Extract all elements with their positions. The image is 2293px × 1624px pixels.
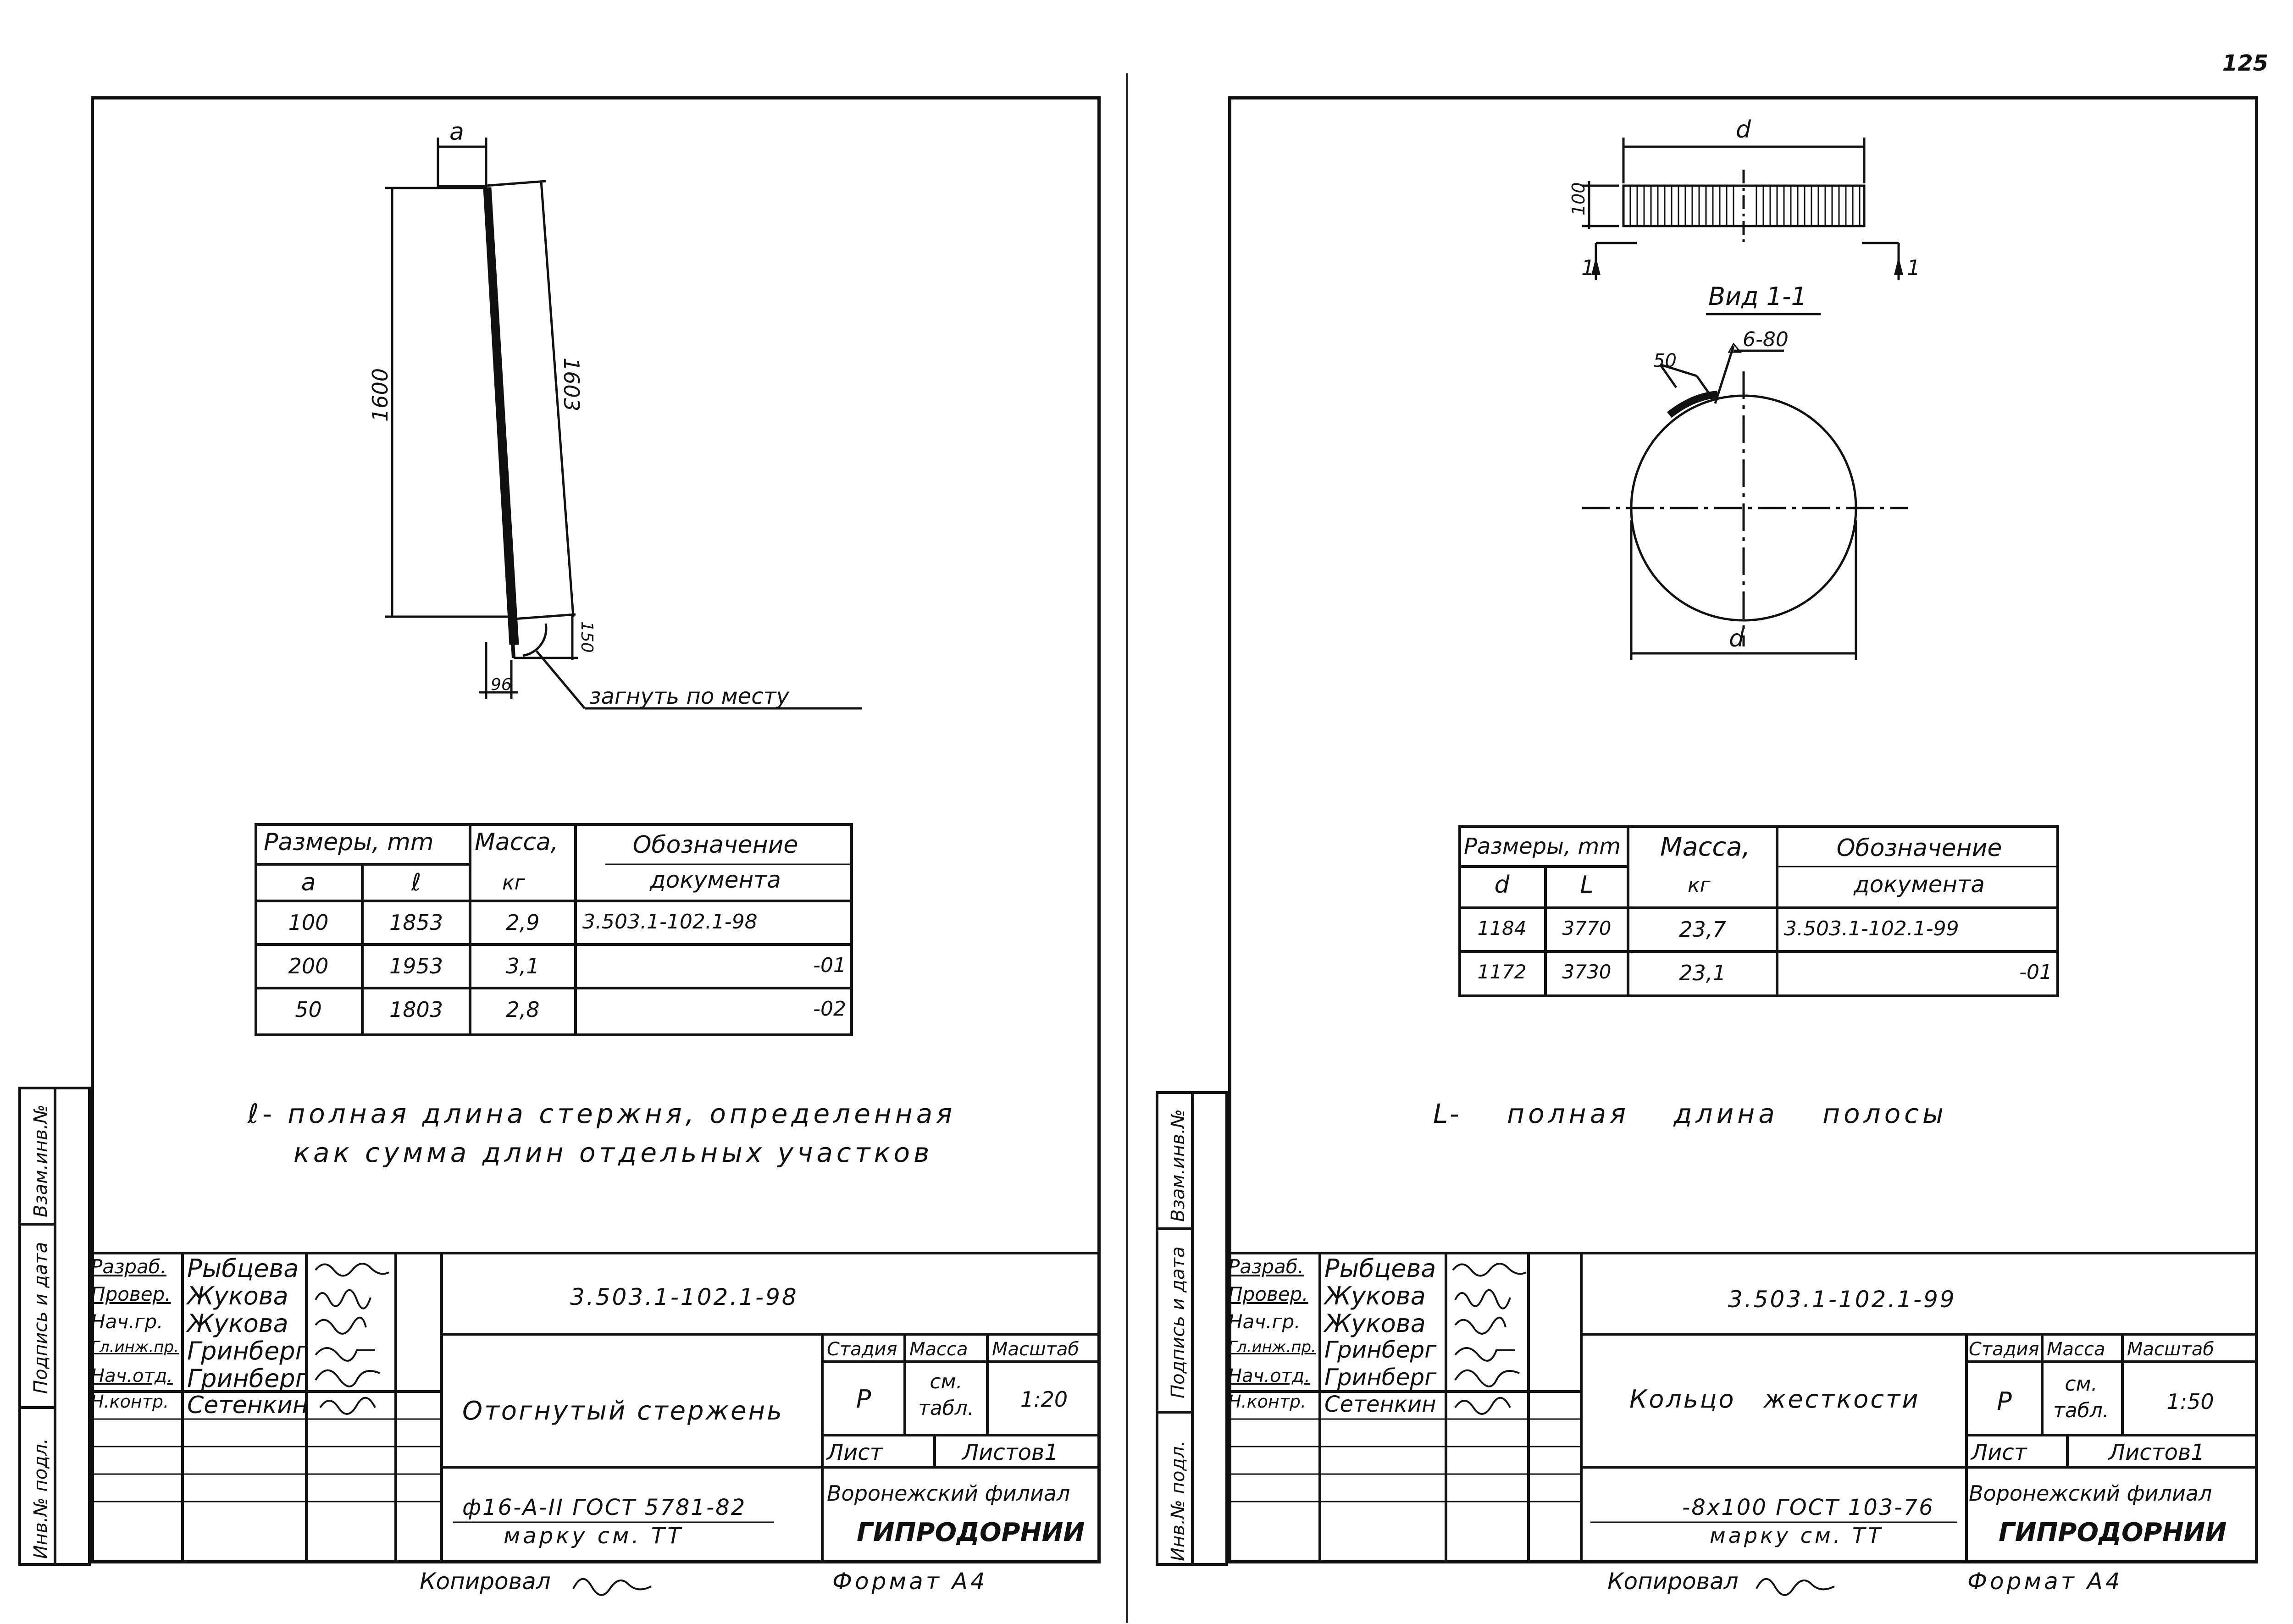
left-spec-table <box>255 823 853 1036</box>
stamp-h-mass: Масса <box>2047 1339 2105 1360</box>
right-th-doc2: документа <box>1854 871 1985 898</box>
right-cell-m: 23,1 <box>1679 961 1726 985</box>
left-th-a: a <box>301 869 316 896</box>
stamp-role: Нач.гр. <box>91 1310 163 1333</box>
stamp-name: Рыбцева <box>187 1254 299 1283</box>
signatures <box>306 1256 398 1421</box>
right-title-block <box>1228 1252 2258 1563</box>
stamp-sheet: Лист <box>827 1440 883 1465</box>
stamp-sheets: Листов1 <box>962 1440 1058 1465</box>
copier-signature <box>569 1566 660 1602</box>
stamp-title: Отогнутый стержень <box>462 1396 784 1426</box>
right-format: Формат А4 <box>1967 1568 2123 1595</box>
left-cell-a: 200 <box>288 954 329 978</box>
stamp-org2: ГИПРОДОРНИИ <box>1999 1518 2227 1547</box>
stamp-role: Гл.инж.пр. <box>91 1338 179 1356</box>
left-th-mass: Масса, <box>475 829 559 856</box>
left-cell-l: 1853 <box>389 910 443 935</box>
copier-signature <box>1752 1566 1844 1602</box>
stamp-role: Провер. <box>91 1283 171 1305</box>
stamp-org2: ГИПРОДОРНИИ <box>857 1518 1085 1547</box>
right-cell-m: 23,7 <box>1679 917 1726 942</box>
right-th-l: L <box>1580 871 1594 899</box>
right-th-doc: Обозначение <box>1836 834 2002 862</box>
stamp-code: 3.503.1-102.1-98 <box>570 1284 798 1310</box>
left-cell-doc: -02 <box>813 997 846 1021</box>
stamp-role: Разраб. <box>91 1255 167 1278</box>
stamp-scale: 1:20 <box>1020 1387 1068 1412</box>
left-binding-strip <box>18 1087 91 1566</box>
side-label-sign: Подпись и дата <box>30 1242 51 1394</box>
left-cell-a: 100 <box>288 910 329 935</box>
right-th-d: d <box>1494 871 1510 899</box>
left-th-sizes: Размеры, mm <box>264 829 434 856</box>
left-cell-doc: -01 <box>813 954 846 977</box>
right-binding-strip <box>1156 1091 1228 1566</box>
section-mark-left: 1 <box>1581 255 1595 280</box>
side-label-inv: Инв.№ подл. <box>30 1438 51 1559</box>
left-th-doc: Обозначение <box>632 831 798 859</box>
right-ring-drawing <box>1126 0 2293 688</box>
stamp-material-note: марку см. ТТ <box>1710 1523 1884 1548</box>
dim-1603-label: 1603 <box>559 358 584 412</box>
stamp-code: 3.503.1-102.1-99 <box>1728 1286 1956 1313</box>
left-th-l: ℓ <box>411 869 421 896</box>
stamp-title: Кольцо жесткости <box>1629 1385 1920 1414</box>
left-copied: Копировал <box>420 1568 551 1595</box>
stamp-role: Нач.гр. <box>1228 1310 1301 1333</box>
stamp-role: Нач.отд. <box>91 1365 173 1386</box>
right-cell-d: 1184 <box>1477 917 1527 939</box>
stamp-material: ф16-А-II ГОСТ 5781-82 <box>462 1495 747 1520</box>
dim-150-label: 150 <box>577 621 596 653</box>
stamp-name: Сетенкин <box>1324 1392 1436 1417</box>
stamp-mass: см. табл. <box>918 1370 974 1420</box>
dim-d-top-label: d <box>1736 116 1751 144</box>
weld-label: 6-80 <box>1743 328 1789 351</box>
right-cell-d: 1172 <box>1477 961 1527 983</box>
left-cell-l: 1953 <box>389 954 443 978</box>
stamp-role: Разраб. <box>1228 1255 1304 1278</box>
left-note-line2: как сумма длин отдельных участков <box>294 1137 933 1168</box>
stamp-stage: Р <box>856 1385 871 1414</box>
stamp-name: Гринберг <box>1324 1337 1437 1363</box>
right-cell-l: 3770 <box>1562 917 1612 939</box>
left-cell-a: 50 <box>295 997 322 1022</box>
stamp-role: Н.контр. <box>1228 1392 1307 1412</box>
right-copied: Копировал <box>1607 1568 1739 1595</box>
stamp-name: Жукова <box>187 1282 288 1310</box>
stamp-role: Провер. <box>1228 1283 1308 1305</box>
section-mark-right: 1 <box>1907 255 1921 280</box>
page-number: 125 <box>2222 50 2268 76</box>
dim-d-bottom-label: d <box>1729 625 1745 652</box>
side-label-replace: Взам.инв.№ <box>30 1104 51 1217</box>
dim-96-label: 96 <box>491 675 512 694</box>
stamp-name: Рыбцева <box>1324 1254 1436 1283</box>
stamp-sheet: Лист <box>1971 1440 2027 1465</box>
dim-100-label: 100 <box>1568 182 1589 215</box>
stamp-name: Гринберг <box>187 1364 308 1393</box>
side-label-sign: Подпись и дата <box>1168 1246 1189 1398</box>
right-th-mass: Масса, <box>1660 832 1750 862</box>
left-cell-m: 2,8 <box>506 997 540 1022</box>
stamp-org1: Воронежский филиал <box>827 1481 1070 1506</box>
stamp-material-note: марку см. ТТ <box>504 1523 684 1549</box>
stamp-h-stage: Стадия <box>1969 1339 2039 1360</box>
left-th-mass-unit: кг <box>502 871 525 895</box>
left-cell-l: 1803 <box>389 997 443 1022</box>
left-note-line1: ℓ- полная длина стержня, определенная <box>248 1098 956 1129</box>
stamp-name: Жукова <box>187 1309 288 1338</box>
stamp-h-stage: Стадия <box>827 1339 897 1360</box>
side-label-replace: Взам.инв.№ <box>1168 1109 1189 1222</box>
stamp-name: Жукова <box>1324 1282 1426 1310</box>
stamp-name: Гринберг <box>1324 1364 1437 1391</box>
stamp-h-scale: Масштаб <box>992 1339 1080 1360</box>
right-cell-doc: -01 <box>2019 961 2052 984</box>
left-title-block <box>91 1252 1101 1563</box>
right-th-sizes: Размеры, mm <box>1464 834 1621 859</box>
stamp-sheets: Листов1 <box>2109 1440 2205 1465</box>
bend-note: загнуть по месту <box>589 684 789 709</box>
left-cell-m: 2,9 <box>506 910 540 935</box>
right-th-mass-unit: кг <box>1688 873 1711 897</box>
left-cell-m: 3,1 <box>506 954 540 978</box>
stamp-mass: см. табл. <box>2053 1372 2109 1422</box>
stamp-role: Нач.отд. <box>1228 1365 1311 1386</box>
dim-a-label: a <box>449 118 464 146</box>
left-format: Формат А4 <box>832 1568 988 1595</box>
stamp-stage: Р <box>1997 1387 2012 1416</box>
stamp-org1: Воронежский филиал <box>1969 1481 2212 1506</box>
stamp-h-scale: Масштаб <box>2127 1339 2215 1360</box>
view-label: Вид 1-1 <box>1708 282 1807 311</box>
right-note: L- полная длина полосы <box>1433 1098 1947 1129</box>
stamp-scale: 1:50 <box>2166 1389 2214 1414</box>
left-th-doc2: документа <box>650 867 781 893</box>
stamp-name: Гринберг <box>187 1337 308 1365</box>
dim-1600-label: 1600 <box>368 368 393 422</box>
signatures <box>1446 1256 1533 1421</box>
right-spec-table <box>1458 825 2059 997</box>
stamp-name: Жукова <box>1324 1309 1426 1338</box>
left-cell-doc: 3.503.1-102.1-98 <box>582 910 758 934</box>
stamp-h-mass: Масса <box>909 1339 968 1360</box>
dim-50-label: 50 <box>1653 350 1677 371</box>
right-cell-doc: 3.503.1-102.1-99 <box>1784 917 1959 940</box>
stamp-name: Сетенкин <box>187 1392 308 1419</box>
stamp-role: Гл.инж.пр. <box>1228 1338 1316 1356</box>
side-label-inv: Инв.№ подл. <box>1168 1440 1189 1561</box>
stamp-role: Н.контр. <box>91 1392 169 1412</box>
right-cell-l: 3730 <box>1562 961 1612 983</box>
stamp-material: -8х100 ГОСТ 103-76 <box>1682 1495 1934 1520</box>
